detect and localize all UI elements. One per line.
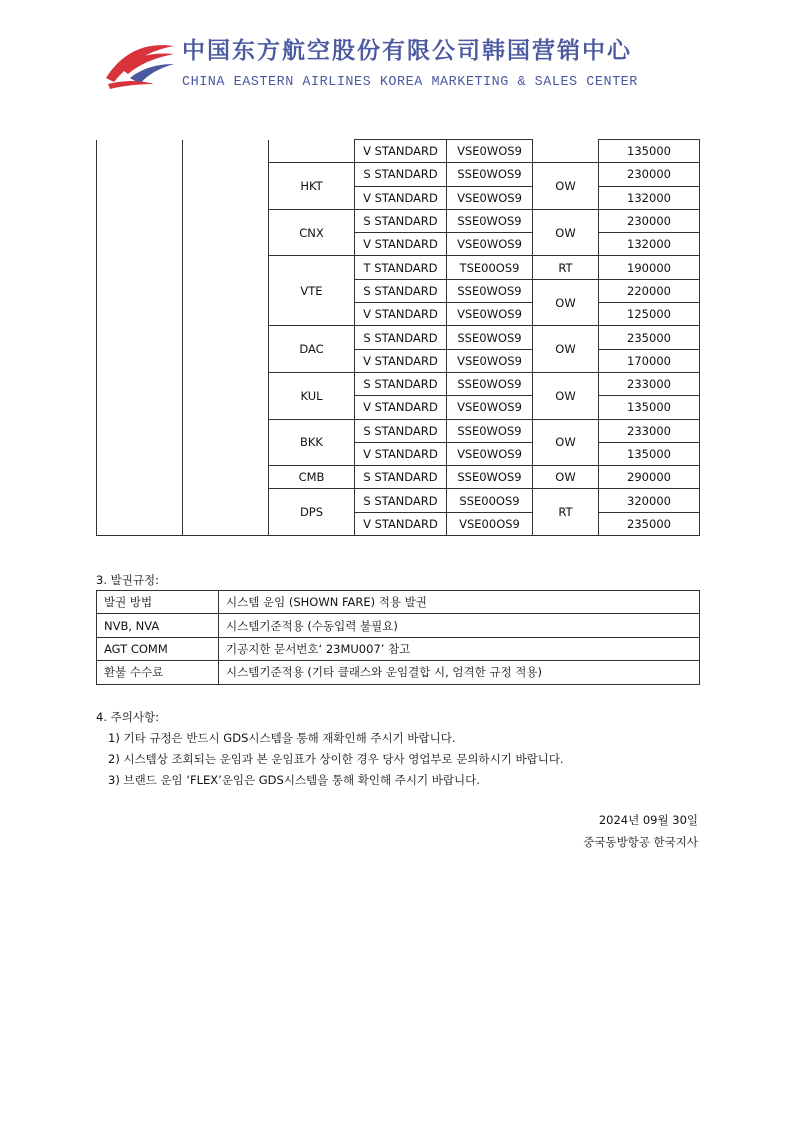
rule-label: NVB, NVA [97, 614, 219, 637]
trip-cell: OW [533, 466, 599, 489]
city-cell: HKT [269, 163, 355, 210]
class-cell: V STANDARD [355, 303, 447, 326]
fare-cell: 135000 [599, 396, 700, 419]
fare-basis-cell: VSE0WOS9 [447, 303, 533, 326]
city-cell: CNX [269, 209, 355, 256]
trip-cell: OW [533, 163, 599, 210]
fare-cell: 125000 [599, 303, 700, 326]
class-cell: T STANDARD [355, 256, 447, 279]
fare-basis-cell: SSE00OS9 [447, 489, 533, 512]
fare-cell: 135000 [599, 442, 700, 465]
rule-label: AGT COMM [97, 637, 219, 660]
class-cell: S STANDARD [355, 372, 447, 395]
region-cell [97, 140, 183, 536]
fare-basis-cell: TSE00OS9 [447, 256, 533, 279]
fare-cell: 233000 [599, 419, 700, 442]
fare-cell: 135000 [599, 140, 700, 163]
fare-basis-cell: VSE0WOS9 [447, 396, 533, 419]
issuing-organization: 중국동방항공 한국지사 [583, 835, 698, 849]
fare-basis-cell: SSE0WOS9 [447, 326, 533, 349]
letterhead [100, 30, 700, 100]
rule-label: 발권 방법 [97, 591, 219, 614]
trip-cell: OW [533, 372, 599, 419]
class-cell: S STANDARD [355, 209, 447, 232]
fare-basis-cell: SSE0WOS9 [447, 372, 533, 395]
fare-cell: 190000 [599, 256, 700, 279]
origin-cell [183, 140, 269, 536]
fare-basis-cell: VSE00OS9 [447, 512, 533, 535]
list-item: 3) 브랜드 운임 ‘FLEX’운임은 GDS시스템을 통해 확인해 주시기 바랍니다. [108, 773, 480, 787]
class-cell: V STANDARD [355, 140, 447, 163]
city-cell: DPS [269, 489, 355, 536]
fare-basis-cell: VSE0WOS9 [447, 140, 533, 163]
section-4-title: 4. 주의사항: [96, 710, 159, 724]
company-name-chinese: 中国东方航空股份有限公司韩国营销中心 [182, 37, 632, 64]
table-row [97, 140, 700, 163]
fare-cell: 230000 [599, 163, 700, 186]
rule-value: 시스템기준적용 (기타 클래스와 운임결합 시, 엄격한 규정 적용) [219, 661, 700, 684]
fare-cell: 235000 [599, 326, 700, 349]
table-row [97, 637, 700, 660]
fare-cell: 290000 [599, 466, 700, 489]
city-cell [269, 140, 355, 163]
rule-value: 기공지한 문서번호‘ 23MU007’ 참고 [219, 637, 700, 660]
fare-basis-cell: VSE0WOS9 [447, 349, 533, 372]
fare-basis-cell: SSE0WOS9 [447, 419, 533, 442]
class-cell: S STANDARD [355, 489, 447, 512]
city-cell: DAC [269, 326, 355, 373]
fare-cell: 170000 [599, 349, 700, 372]
fare-cell: 220000 [599, 279, 700, 302]
city-cell: BKK [269, 419, 355, 466]
company-name-english: CHINA EASTERN AIRLINES KOREA MARKETING & SALES CENTER [182, 75, 638, 90]
fare-basis-cell: SSE0WOS9 [447, 466, 533, 489]
table-row [97, 591, 700, 614]
fare-basis-cell: VSE0WOS9 [447, 442, 533, 465]
fare-basis-cell: VSE0WOS9 [447, 186, 533, 209]
fare-cell: 235000 [599, 512, 700, 535]
class-cell: S STANDARD [355, 419, 447, 442]
class-cell: V STANDARD [355, 396, 447, 419]
class-cell: V STANDARD [355, 233, 447, 256]
class-cell: V STANDARD [355, 349, 447, 372]
trip-cell: OW [533, 419, 599, 466]
class-cell: S STANDARD [355, 326, 447, 349]
fare-cell: 233000 [599, 372, 700, 395]
rule-value: 시스템기준적용 (수동입력 불필요) [219, 614, 700, 637]
rule-value: 시스템 운임 (SHOWN FARE) 적용 발권 [219, 591, 700, 614]
fare-cell: 132000 [599, 233, 700, 256]
class-cell: S STANDARD [355, 279, 447, 302]
trip-cell: RT [533, 489, 599, 536]
fare-basis-cell: SSE0WOS9 [447, 209, 533, 232]
fare-basis-cell: VSE0WOS9 [447, 233, 533, 256]
trip-cell: RT [533, 256, 599, 279]
fare-table [96, 139, 700, 536]
trip-cell: OW [533, 209, 599, 256]
fare-basis-cell: SSE0WOS9 [447, 279, 533, 302]
china-eastern-logo-icon [100, 34, 176, 90]
trip-cell [533, 140, 599, 163]
city-cell: KUL [269, 372, 355, 419]
section-3-title: 3. 발권규정: [96, 573, 159, 587]
city-cell: CMB [269, 466, 355, 489]
class-cell: V STANDARD [355, 186, 447, 209]
class-cell: V STANDARD [355, 512, 447, 535]
table-row [97, 614, 700, 637]
list-item: 2) 시스템상 조회되는 운임과 본 운임표가 상이한 경우 당사 영업부로 문의하시기 바랍니다. [108, 752, 564, 766]
class-cell: S STANDARD [355, 466, 447, 489]
city-cell: VTE [269, 256, 355, 326]
ticketing-rules-table [96, 590, 700, 685]
table-row [97, 661, 700, 684]
fare-cell: 132000 [599, 186, 700, 209]
class-cell: S STANDARD [355, 163, 447, 186]
fare-cell: 320000 [599, 489, 700, 512]
rule-label: 환불 수수료 [97, 661, 219, 684]
list-item: 1) 기타 규정은 반드시 GDS시스템을 통해 재확인해 주시기 바랍니다. [108, 731, 456, 745]
trip-cell: OW [533, 326, 599, 373]
trip-cell: OW [533, 279, 599, 326]
document-date: 2024년 09월 30일 [598, 813, 698, 827]
fare-basis-cell: SSE0WOS9 [447, 163, 533, 186]
fare-cell: 230000 [599, 209, 700, 232]
notes-list [108, 728, 564, 791]
class-cell: V STANDARD [355, 442, 447, 465]
